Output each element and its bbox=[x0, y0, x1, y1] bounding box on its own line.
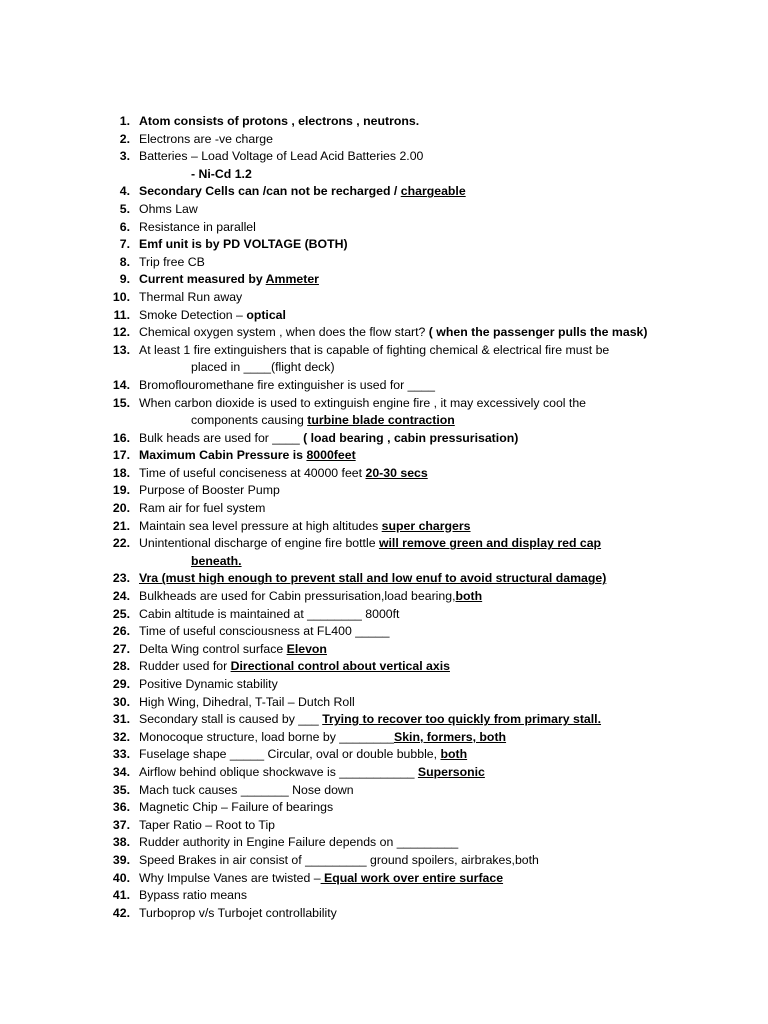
list-item bbox=[0, 764, 768, 782]
list-item bbox=[0, 271, 768, 289]
item-text bbox=[139, 289, 242, 307]
text-segment: Bypass ratio means bbox=[139, 888, 247, 903]
text-segment: Maximum Cabin Pressure is bbox=[139, 448, 307, 463]
item-number: 33. bbox=[112, 747, 130, 762]
underlined-answer: Ammeter bbox=[265, 272, 319, 287]
text-segment: Atom consists of protons , electrons , neutrons. bbox=[139, 114, 420, 128]
item-text bbox=[139, 465, 428, 483]
item-text bbox=[139, 535, 601, 553]
underlined-answer: both bbox=[455, 589, 483, 604]
text-segment: Delta Wing control surface bbox=[139, 641, 287, 656]
text-segment: Electrons are -ve charge bbox=[139, 131, 273, 146]
list-item bbox=[0, 430, 768, 448]
list-item bbox=[0, 905, 768, 923]
item-number: 15. bbox=[112, 395, 130, 410]
text-segment: Monocoque structure, load borne by ________ bbox=[139, 729, 394, 744]
text-segment: Why Impulse Vanes are twisted – bbox=[139, 870, 321, 885]
list-item bbox=[0, 113, 768, 131]
text-segment: Thermal Run away bbox=[139, 289, 243, 304]
text-segment: Current measured by bbox=[139, 272, 266, 287]
item-text bbox=[139, 324, 647, 342]
item-text bbox=[191, 166, 252, 184]
text-segment: Cabin altitude is maintained at ________ 8000ft bbox=[139, 606, 400, 621]
list-item bbox=[0, 236, 768, 254]
underlined-answer: Trying to recover too quickly from primary stall. bbox=[322, 712, 602, 727]
item-text bbox=[139, 641, 327, 659]
item-text bbox=[139, 131, 273, 149]
item-number: 27. bbox=[112, 641, 130, 656]
underlined-answer: super chargers bbox=[381, 518, 471, 533]
text-segment: ( when the passenger pulls the mask) bbox=[428, 325, 648, 340]
item-text bbox=[139, 764, 485, 782]
item-number: 20. bbox=[112, 501, 130, 516]
item-text bbox=[139, 148, 423, 166]
text-segment: placed in ____(flight deck) bbox=[191, 360, 335, 375]
item-text bbox=[191, 553, 242, 571]
list-item bbox=[0, 729, 768, 747]
list-item-continuation bbox=[0, 553, 768, 571]
item-text bbox=[139, 834, 458, 852]
item-number: 9. bbox=[119, 272, 130, 287]
item-number: 17. bbox=[112, 448, 130, 463]
list-item-continuation bbox=[0, 359, 768, 377]
list-item bbox=[0, 711, 768, 729]
list-item bbox=[0, 694, 768, 712]
text-segment: Batteries – Load Voltage of Lead Acid Batteries 2.00 bbox=[139, 149, 424, 164]
item-number: 39. bbox=[112, 852, 130, 867]
item-text bbox=[139, 447, 356, 465]
text-segment: Airflow behind oblique shockwave is ___________ bbox=[139, 764, 418, 779]
item-number: 30. bbox=[112, 694, 130, 709]
underlined-answer: chargeable bbox=[400, 184, 466, 199]
text-segment: Mach tuck causes _______ Nose down bbox=[139, 782, 354, 797]
text-segment: Ohms Law bbox=[139, 201, 198, 216]
item-text bbox=[139, 782, 354, 800]
list-item bbox=[0, 324, 768, 342]
underlined-answer: Vra (must high enough to prevent stall and low enuf to avoid structural damage) bbox=[139, 571, 607, 586]
text-segment: Emf unit is by PD VOLTAGE (BOTH) bbox=[139, 237, 348, 252]
text-segment: Secondary Cells can /can not be recharged / bbox=[139, 184, 401, 199]
text-segment: - Ni-Cd 1.2 bbox=[191, 166, 252, 181]
list-item bbox=[0, 887, 768, 905]
text-segment: components causing bbox=[191, 413, 308, 428]
list-item bbox=[0, 799, 768, 817]
list-item-continuation bbox=[0, 166, 768, 184]
text-segment: Fuselage shape _____ Circular, oval or double bubble, bbox=[139, 747, 441, 762]
item-number: 41. bbox=[112, 888, 130, 903]
list-item bbox=[0, 606, 768, 624]
item-text bbox=[139, 500, 265, 518]
list-item bbox=[0, 852, 768, 870]
item-number: 6. bbox=[119, 219, 130, 234]
underlined-answer: Supersonic bbox=[417, 764, 485, 779]
item-number: 14. bbox=[112, 377, 130, 392]
item-number: 10. bbox=[112, 289, 130, 304]
item-text bbox=[191, 359, 335, 377]
underlined-answer: 20-30 secs bbox=[365, 465, 428, 480]
item-text bbox=[139, 570, 606, 588]
item-number: 7. bbox=[119, 237, 130, 252]
list-item bbox=[0, 676, 768, 694]
item-number: 4. bbox=[119, 184, 130, 199]
list-item bbox=[0, 465, 768, 483]
item-text bbox=[139, 482, 280, 500]
item-text bbox=[139, 201, 198, 219]
item-text bbox=[139, 183, 466, 201]
list-item bbox=[0, 782, 768, 800]
item-text bbox=[139, 377, 435, 395]
item-text bbox=[139, 395, 586, 413]
text-segment: High Wing, Dihedral, T-Tail – Dutch Roll bbox=[139, 694, 355, 709]
underlined-answer: Equal work over entire surface bbox=[320, 870, 504, 885]
text-segment: Taper Ratio – Root to Tip bbox=[139, 817, 276, 832]
list-item bbox=[0, 623, 768, 641]
list-item bbox=[0, 289, 768, 307]
text-segment: At least 1 fire extinguishers that is capable of fighting chemical & electrical fire must be bbox=[139, 342, 610, 357]
item-number: 19. bbox=[112, 483, 130, 498]
item-text bbox=[139, 307, 286, 325]
item-number: 18. bbox=[112, 465, 130, 480]
list-item bbox=[0, 307, 768, 325]
list-item bbox=[0, 219, 768, 237]
list-item bbox=[0, 500, 768, 518]
underlined-answer: beneath. bbox=[191, 553, 242, 568]
underlined-answer: Elevon bbox=[286, 641, 327, 656]
text-segment: Maintain sea level pressure at high altitudes bbox=[139, 518, 382, 533]
item-text bbox=[139, 342, 609, 360]
text-segment: Resistance in parallel bbox=[139, 219, 256, 234]
text-segment: Magnetic Chip – Failure of bearings bbox=[139, 800, 334, 815]
item-number: 24. bbox=[112, 589, 130, 604]
list-item bbox=[0, 535, 768, 553]
item-text bbox=[139, 236, 348, 254]
item-number: 1. bbox=[119, 114, 130, 128]
item-number: 32. bbox=[112, 729, 130, 744]
item-text bbox=[139, 852, 539, 870]
item-text bbox=[139, 711, 601, 729]
item-number: 5. bbox=[119, 201, 130, 216]
item-number: 16. bbox=[112, 430, 130, 445]
item-number: 29. bbox=[112, 677, 130, 691]
list-item bbox=[0, 148, 768, 166]
item-text bbox=[139, 799, 333, 817]
underlined-answer: turbine blade contraction bbox=[307, 413, 455, 428]
item-text bbox=[139, 746, 467, 764]
text-segment: When carbon dioxide is used to extinguish engine fire , it may excessively cool the bbox=[139, 395, 587, 410]
item-number: 42. bbox=[112, 905, 130, 920]
item-text bbox=[139, 271, 319, 289]
underlined-answer: 8000feet bbox=[306, 448, 356, 463]
item-number: 28. bbox=[112, 659, 130, 674]
item-text bbox=[139, 623, 389, 641]
item-number: 8. bbox=[119, 254, 130, 269]
list-item bbox=[0, 518, 768, 536]
item-text bbox=[139, 219, 256, 237]
text-segment: Speed Brakes in air consist of _________ ground spoilers, airbrakes,both bbox=[139, 852, 539, 867]
text-segment: Bulk heads are used for ____ bbox=[139, 430, 304, 445]
item-number: 31. bbox=[112, 712, 130, 727]
question-list bbox=[0, 113, 768, 922]
text-segment: Time of useful consciousness at FL400 _____ bbox=[139, 624, 390, 639]
list-item bbox=[0, 870, 768, 888]
list-item bbox=[0, 570, 768, 588]
item-number: 25. bbox=[112, 606, 130, 621]
list-item bbox=[0, 834, 768, 852]
text-segment: Secondary stall is caused by ___ bbox=[139, 712, 323, 727]
underlined-answer: Skin, formers, both bbox=[394, 729, 507, 744]
list-item-continuation bbox=[0, 412, 768, 430]
list-item bbox=[0, 447, 768, 465]
text-segment: Smoke Detection – bbox=[139, 307, 247, 322]
text-segment: Trip free CB bbox=[139, 254, 205, 269]
item-text bbox=[139, 694, 355, 712]
item-text bbox=[139, 870, 503, 888]
item-text bbox=[139, 113, 419, 131]
item-text bbox=[191, 412, 455, 430]
item-number: 13. bbox=[112, 342, 130, 357]
list-item bbox=[0, 377, 768, 395]
item-number: 21. bbox=[112, 518, 130, 533]
list-item bbox=[0, 254, 768, 272]
underlined-answer: will remove green and display red cap bbox=[378, 536, 602, 551]
list-item bbox=[0, 395, 768, 413]
item-number: 37. bbox=[112, 817, 130, 832]
list-item bbox=[0, 817, 768, 835]
text-segment: Turboprop v/s Turbojet controllability bbox=[139, 905, 337, 920]
item-number: 3. bbox=[119, 149, 130, 164]
text-segment: Positive Dynamic stability bbox=[139, 677, 278, 691]
item-text bbox=[139, 606, 399, 624]
item-number: 38. bbox=[112, 835, 130, 850]
list-item bbox=[0, 588, 768, 606]
item-number: 26. bbox=[112, 624, 130, 639]
item-text bbox=[139, 518, 471, 536]
list-item bbox=[0, 201, 768, 219]
item-number: 23. bbox=[112, 571, 130, 586]
item-number: 36. bbox=[112, 800, 130, 815]
list-item bbox=[0, 342, 768, 360]
item-number: 34. bbox=[112, 764, 130, 779]
item-text bbox=[139, 817, 275, 835]
text-segment: Chemical oxygen system , when does the flow start? bbox=[139, 325, 429, 340]
text-segment: Bromoflouromethane fire extinguisher is used for ____ bbox=[139, 377, 435, 392]
list-item bbox=[0, 746, 768, 764]
underlined-answer: Directional control about vertical axis bbox=[230, 659, 450, 674]
underlined-answer: both bbox=[440, 747, 468, 762]
item-number: 35. bbox=[112, 782, 130, 797]
item-text bbox=[139, 905, 337, 923]
item-text bbox=[139, 729, 506, 747]
item-text bbox=[139, 887, 247, 905]
list-item bbox=[0, 183, 768, 201]
item-text bbox=[139, 430, 518, 448]
item-number: 22. bbox=[112, 536, 130, 551]
text-segment: Purpose of Booster Pump bbox=[139, 483, 280, 498]
item-number: 40. bbox=[112, 870, 130, 885]
text-segment: Bulkheads are used for Cabin pressurisation,load bearing, bbox=[139, 589, 456, 604]
text-segment: ( load bearing , cabin pressurisation) bbox=[303, 430, 519, 445]
list-item bbox=[0, 658, 768, 676]
text-segment: Time of useful conciseness at 40000 feet bbox=[139, 465, 366, 480]
item-text bbox=[139, 254, 205, 272]
list-item bbox=[0, 482, 768, 500]
item-text bbox=[139, 658, 450, 676]
item-number: 12. bbox=[112, 325, 130, 340]
list-item bbox=[0, 641, 768, 659]
text-segment: Unintentional discharge of engine fire bottle bbox=[139, 536, 379, 551]
item-text bbox=[139, 588, 482, 606]
text-segment: Rudder used for bbox=[139, 659, 231, 674]
item-number: 2. bbox=[119, 131, 130, 146]
item-number: 11. bbox=[113, 307, 130, 322]
text-segment: Rudder authority in Engine Failure depends on _________ bbox=[139, 835, 459, 850]
text-segment: Ram air for fuel system bbox=[139, 501, 266, 516]
list-item bbox=[0, 131, 768, 149]
item-text bbox=[139, 676, 278, 694]
text-segment: optical bbox=[246, 307, 286, 322]
